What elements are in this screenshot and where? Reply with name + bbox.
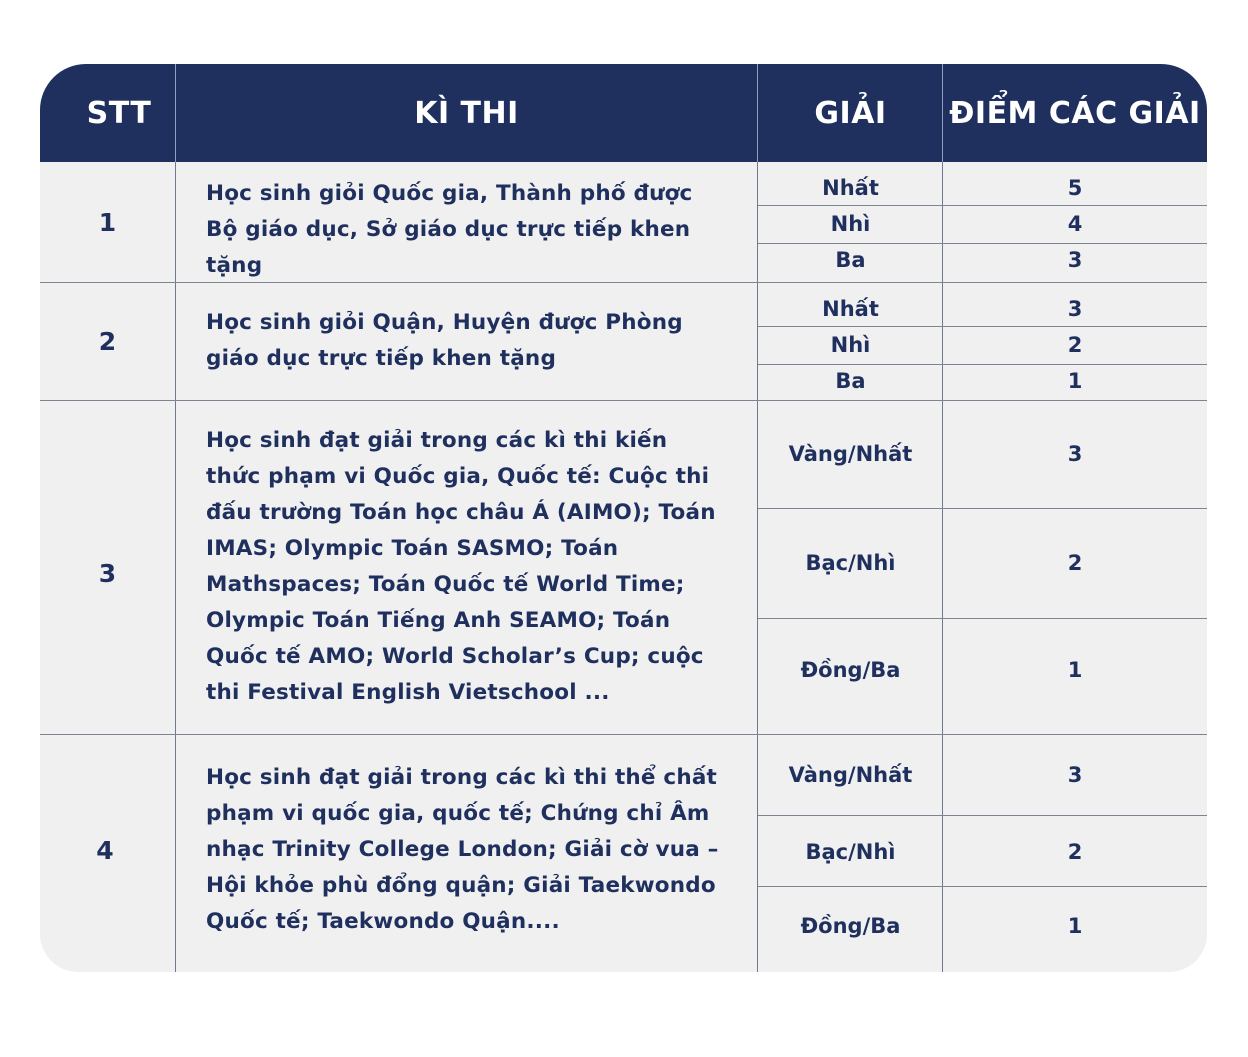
points-cell: 4 xyxy=(1067,212,1083,236)
prize-cell: Bạc/Nhì xyxy=(805,840,896,864)
row-stt: 1 xyxy=(98,207,117,237)
points-cell: 1 xyxy=(1067,658,1083,682)
points-cell: 1 xyxy=(1067,369,1083,393)
prize-cell: Vàng/Nhất xyxy=(788,763,913,787)
points-cell: 1 xyxy=(1067,914,1083,938)
prize-cell: Ba xyxy=(835,248,866,272)
points-cell: 2 xyxy=(1067,333,1083,357)
row-stt: 4 xyxy=(96,835,114,865)
prize-cell: Đồng/Ba xyxy=(800,658,901,682)
prize-cell: Đồng/Ba xyxy=(800,914,901,938)
prize-cell: Nhì xyxy=(830,333,871,357)
table-header xyxy=(40,64,1207,162)
points-cell: 3 xyxy=(1067,442,1083,466)
prize-cell: Ba xyxy=(835,369,866,393)
prize-cell: Nhất xyxy=(822,297,879,321)
prize-cell: Nhì xyxy=(830,212,871,236)
row-stt: 2 xyxy=(98,326,117,356)
header-prize: GIẢI xyxy=(814,95,887,131)
row-exam: Học sinh giỏi Quốc gia, Thành phố được Bộ giáo dục, Sở giáo dục trực tiếp khen tặng xyxy=(206,181,693,278)
prize-cell: Bạc/Nhì xyxy=(805,551,896,575)
row-exam: Học sinh đạt giải trong các kì thi thể chất phạm vi quốc gia, quốc tế; Chứng chỉ Âm nhạc Trinity College London; Giải cờ vua – Hội khỏe phù đổng quận; Giải Taekwondo Quốc tế; Taekwondo Quận.... xyxy=(206,765,719,934)
row-exam: Học sinh đạt giải trong các kì thi kiến thức phạm vi Quốc gia, Quốc tế: Cuộc thi đấu trường Toán học châu Á (AIMO); Toán IMAS; Olympic Toán SASMO; Toán Mathspaces; Toán Quốc tế World Time; Olympic Toán Tiếng Anh SEAMO; Toán Quốc tế AMO; World Scholar’s Cup; cuộc thi Festival English Vietschool ... xyxy=(206,428,716,705)
header-stt: STT xyxy=(86,95,152,131)
points-cell: 2 xyxy=(1067,840,1083,864)
header-points: ĐIỂM CÁC GIẢI xyxy=(949,95,1201,131)
header-divider xyxy=(175,64,176,162)
prize-cell: Nhất xyxy=(822,176,879,200)
points-cell: 3 xyxy=(1067,763,1083,787)
column-divider xyxy=(175,162,176,972)
prize-cell: Vàng/Nhất xyxy=(788,442,913,466)
header-divider xyxy=(757,64,758,162)
points-cell: 5 xyxy=(1067,176,1083,200)
points-cell: 3 xyxy=(1067,248,1083,272)
awards-table xyxy=(40,64,1207,972)
header-exam: KÌ THI xyxy=(414,95,519,131)
header-divider xyxy=(942,64,943,162)
row-exam: Học sinh giỏi Quận, Huyện được Phòng giáo dục trực tiếp khen tặng xyxy=(206,310,683,371)
points-cell: 3 xyxy=(1067,297,1083,321)
row-stt: 3 xyxy=(98,558,117,588)
points-cell: 2 xyxy=(1067,551,1083,575)
